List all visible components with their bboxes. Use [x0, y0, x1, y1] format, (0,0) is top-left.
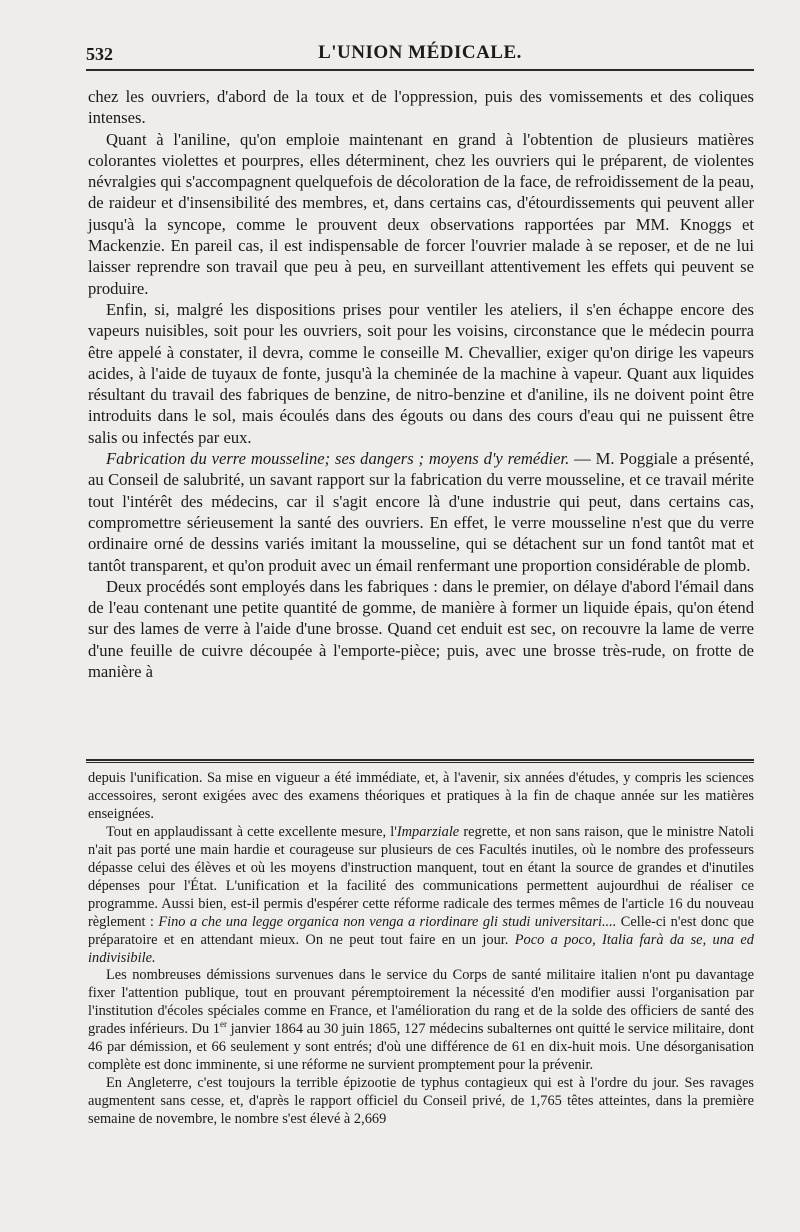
paragraph: Deux procédés sont employés dans les fabriques : dans le premier, on délaye d'abord l'émail dans de l'eau contenant une petite quantité de gomme, de manière à former un liquide épais, qu'on étend sur des lames de verre à l'aide d'une brosse. Quand cet enduit est sec, on recouvre la lame de verre d'une feuille de cuivre découpée à l'emporte-pièce; puis, avec une brosse très-rude, on frotte de manière à [88, 576, 754, 682]
main-text [88, 86, 754, 682]
footnote-paragraph [88, 824, 754, 968]
header-rule [86, 69, 754, 71]
paragraph [88, 448, 754, 576]
text-segment: regrette, et non sans raison, que le ministre Natoli n'ait pas porté une main hardie et courageuse sur plusieurs de ces Facultés inutiles, où le nombre des professeurs dépasse celui des élèves et où les moyens d'instruction manquent, tout en étant la source de grandes et d'inutiles dépenses pour l'État. L'unification et la facilité des communications permettent aujourdhui de réaliser ce programme. Aussi bien, est-il permis d'espérer cette réforme radicale des termes mêmes de l'article 16 du nouveau règlement : [88, 823, 755, 930]
journal-name: Imparziale [396, 823, 460, 840]
text-segment: Tout en applaudissant à cette excellente mesure, l' [106, 823, 397, 840]
page-number: 532 [86, 44, 113, 64]
footnote-paragraph: depuis l'unification. Sa mise en vigueur a été immédiate, et, à l'avenir, six années d'études, y compris les sciences accessoires, seront exigées avec des examens théoriques et pratiques à la fin de chaque année sur les matières enseignées. [88, 770, 754, 822]
paragraph-text: — M. Poggiale a présenté, au Conseil de salubrité, un savant rapport sur la fabrication du verre mousseline, et ce travail mérite tout l'intérêt des médecins, car il s'agit encore là d'une industrie qui peut, dans certains cas, compromettre sérieusement la santé des ouvriers. En effet, le verre mousseline n'est que du verre ordinaire orné de dessins variés imitant la mousseline, qui se détachent sur un fond tantôt mat et tantôt transparent, et qu'on produit avec un émail renfermant une proportion considérable de plomb. [88, 449, 754, 575]
paragraph: Quant à l'aniline, qu'on emploie maintenant en grand à l'obtention de plusieurs matières colorantes violettes et pourpres, elles déterminent, chez les ouvriers qui le préparent, de violentes névralgies qui s'accompagnent quelquefois de décoloration de la face, de refroidissement de la peau, de raideur et d'insensibilité des membres, et, dans certains cas, d'étourdissements qui peuvent aller jusqu'à la syncope, comme le prouvent deux observations rapportées par MM. Knoggs et Mackenzie. En pareil cas, il est indispensable de forcer l'ouvrier malade à se reposer, et de ne lui laisser reprendre son travail que peu à peu, en surveillant attentivement les effets qui peuvent se produire. [88, 129, 755, 298]
text-segment: janvier 1864 au 30 juin 1865, 127 médecins subalternes ont quitté le service militaire, dont 46 par démission, et 66 seulement y sont entrés; d'où une différence de 61 en dix-huit mois. Une désorganisation complète est donc imminente, si une réforme ne survient promptement pour la prévenir. [88, 1021, 754, 1074]
footnote-paragraph: En Angleterre, c'est toujours la terrible épizootie de typhus contagieux qui est à l'ordre du jour. Ses ravages augmentent sans cesse, et, d'après le rapport officiel du Conseil privé, de 1,765 têtes atteintes, dans la première semaine de novembre, le nombre s'est élevé à 2,669 [88, 1075, 754, 1128]
text-segment: Les nombreuses démissions survenues dans le service du Corps de santé militaire italien n'ont pu davantage fixer l'attention publique, tout en prouvant péremptoirement la nécessité d'en modifier aussi l'organisation par l'institution d'écoles spéciales comme en France, et l'amélioration du rang et de la solde des officiers de santé des grades inférieurs. Du 1 [88, 967, 754, 1038]
superscript: er [220, 1019, 227, 1030]
section-title: Fabrication du verre mousseline; ses dangers ; moyens d'y remédier. [106, 449, 570, 469]
text-segment: Celle-ci n'est donc que préparatoire et en attendant mieux. On ne peut tout faire en un jour. [88, 913, 754, 948]
footnote-paragraph [88, 967, 754, 1075]
italian-motto: Poco a poco, Italia farà da se, una ed indivisibile. [88, 931, 754, 966]
footnote-text [88, 770, 754, 1129]
paragraph: chez les ouvriers, d'abord de la toux et de l'oppression, puis des vomissements et des coliques intenses. [88, 87, 754, 128]
running-title: L'UNION MÉDICALE. [318, 42, 522, 63]
footnote-rule [86, 759, 754, 763]
page-header [86, 38, 754, 68]
paragraph: Enfin, si, malgré les dispositions prises pour ventiler les ateliers, il s'en échappe encore des vapeurs nuisibles, soit pour les ouvriers, soit pour les voisins, circonstance que le médecin pourra être appelé à constater, il devra, comme le conseille M. Chevallier, exiger qu'on dirige les vapeurs acides, à l'aide de tuyaux de fonte, jusqu'à la cheminée de la machine à vapeur. Quant aux liquides résultant du travail des fabriques de benzine, de nitro-benzine et d'aniline, ils ne doivent point être introduits dans le sol, mais écoulés dans des égouts ou dans des cours d'eau qui ne puissent être salis ou infectés par eux. [88, 299, 754, 447]
italian-quote: Fino a che una legge organica non venga a riordinare gli studi universitari.... [158, 913, 617, 930]
